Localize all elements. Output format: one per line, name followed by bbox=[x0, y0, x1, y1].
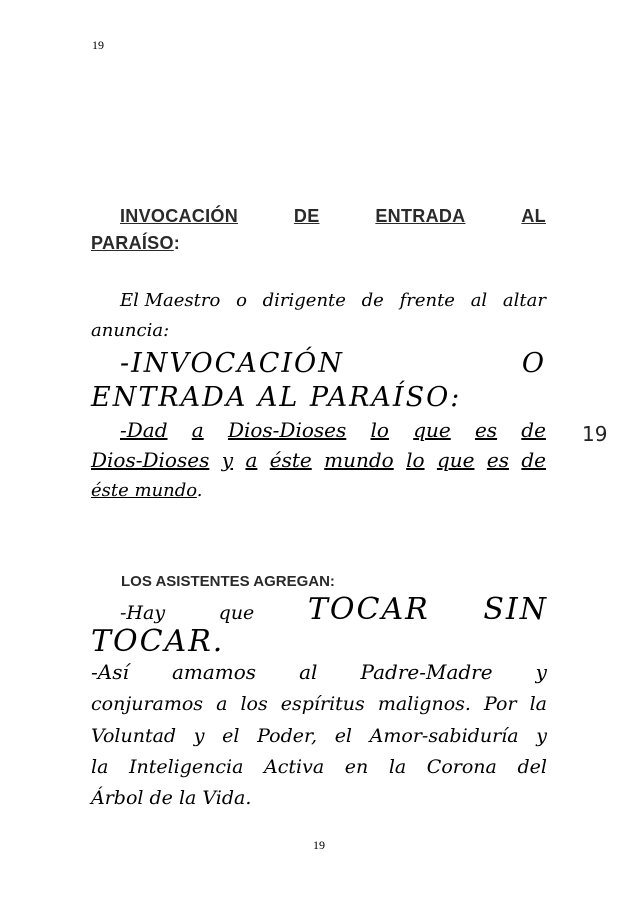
intro-word: altar bbox=[502, 290, 546, 311]
intro-word: frente bbox=[399, 290, 455, 311]
final-word: Activa bbox=[264, 756, 325, 778]
invocation-line1 bbox=[120, 348, 546, 379]
tocar-word: TOCAR bbox=[307, 592, 430, 627]
invocation-line2: ENTRADA AL PARAÍSO: bbox=[91, 382, 462, 413]
final-word: y bbox=[535, 660, 547, 684]
final-word: la bbox=[388, 756, 407, 778]
final-word: Por bbox=[483, 693, 517, 715]
final-word: conjuramos bbox=[91, 693, 204, 715]
intro-line1 bbox=[120, 290, 546, 311]
final-word: Voluntad bbox=[91, 725, 177, 747]
final-word: y bbox=[536, 725, 547, 747]
dad-word: Dios-Dioses bbox=[227, 418, 347, 442]
dad-last-words: éste mundo bbox=[91, 480, 197, 501]
dad-word: es bbox=[486, 448, 509, 472]
heading-word: ENTRADA bbox=[375, 206, 466, 226]
final-word: del bbox=[517, 756, 547, 778]
tocar-word: que bbox=[218, 602, 255, 624]
invocation-word: -INVOCACIÓN bbox=[120, 348, 344, 379]
dad-word: que bbox=[436, 448, 475, 472]
dad-line1 bbox=[120, 418, 546, 442]
final-word: Poder, bbox=[257, 725, 318, 747]
intro-word: El Maestro bbox=[120, 290, 221, 311]
dad-word: -Dad bbox=[120, 418, 168, 442]
dad-word: a bbox=[245, 448, 258, 472]
final-word: al bbox=[299, 660, 318, 684]
final-word: Amor-sabiduría bbox=[369, 725, 519, 747]
dad-word: de bbox=[521, 448, 546, 472]
final-word: Corona bbox=[426, 756, 497, 778]
side-page-number: 19 bbox=[582, 422, 608, 446]
final-word: a bbox=[216, 693, 228, 715]
final-word: Inteligencia bbox=[128, 756, 244, 778]
final-word: amamos bbox=[171, 660, 257, 684]
heading-invocacion-line2 bbox=[91, 233, 180, 254]
intro-word: o bbox=[236, 290, 247, 311]
heading-invocacion-line1 bbox=[120, 206, 546, 227]
intro-word: al bbox=[470, 290, 488, 311]
heading-word: AL bbox=[521, 206, 546, 226]
tocar-word: SIN bbox=[483, 592, 548, 627]
footer-page-number: 19 bbox=[313, 838, 325, 852]
heading-word: INVOCACIÓN bbox=[120, 206, 239, 226]
final-word: el bbox=[222, 725, 240, 747]
final-line5: Árbol de la Vida. bbox=[91, 787, 252, 809]
header-page-number: 19 bbox=[92, 38, 104, 52]
final-word: malignos. bbox=[377, 693, 471, 715]
final-line2 bbox=[91, 693, 547, 715]
final-word: y bbox=[193, 725, 205, 747]
heading-word: DE bbox=[293, 206, 320, 226]
heading-word: PARAÍSO bbox=[91, 233, 174, 253]
final-word: Padre-Madre bbox=[360, 660, 493, 684]
dad-word: es bbox=[474, 418, 498, 442]
dad-line2 bbox=[91, 448, 546, 472]
intro-line2: anuncia: bbox=[91, 320, 170, 341]
final-word: la bbox=[529, 693, 547, 715]
final-word: -Así bbox=[91, 660, 129, 684]
dad-period: . bbox=[196, 480, 203, 501]
dad-word: y bbox=[221, 448, 234, 472]
dad-word: que bbox=[413, 418, 451, 442]
dad-word: a bbox=[191, 418, 204, 442]
tocar-word: -Hay bbox=[120, 602, 166, 624]
heading-colon: : bbox=[173, 233, 181, 253]
invocation-word: O bbox=[521, 348, 546, 379]
dad-word: Dios-Dioses bbox=[91, 448, 210, 472]
dad-word: mundo bbox=[324, 448, 394, 472]
tocar-line2: TOCAR. bbox=[91, 624, 225, 659]
intro-word: de bbox=[361, 290, 384, 311]
final-word: espíritus bbox=[280, 693, 365, 715]
final-line1 bbox=[91, 660, 547, 684]
dad-word: éste bbox=[269, 448, 312, 472]
dad-line3 bbox=[91, 480, 203, 501]
dad-word: lo bbox=[406, 448, 425, 472]
intro-word: dirigente bbox=[262, 290, 346, 311]
final-word: la bbox=[91, 756, 109, 778]
final-line3 bbox=[91, 725, 547, 747]
dad-word: de bbox=[521, 418, 546, 442]
final-word: en bbox=[344, 756, 369, 778]
tocar-line1 bbox=[120, 592, 548, 627]
final-line4 bbox=[91, 756, 547, 778]
final-word: los bbox=[240, 693, 268, 715]
dad-word: lo bbox=[370, 418, 389, 442]
final-word: el bbox=[334, 725, 353, 747]
heading-asistentes: LOS ASISTENTES AGREGAN: bbox=[121, 573, 335, 590]
